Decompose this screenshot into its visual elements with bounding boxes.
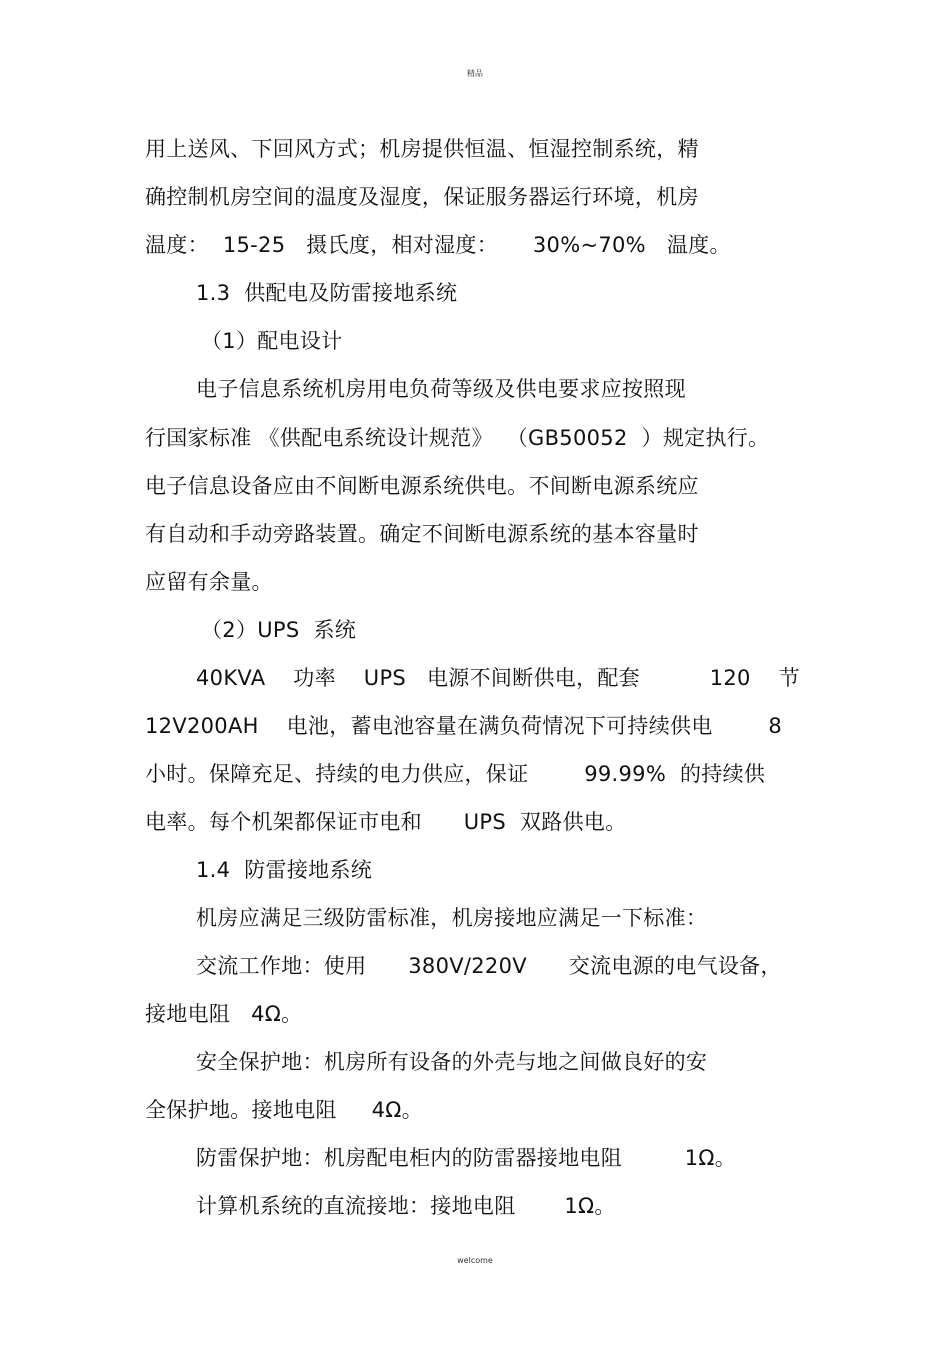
body-text-line: 防雷保护地：机房配电柜内的防雷器接地电阻 1Ω。	[196, 1146, 737, 1170]
page-footer: welcome	[457, 1256, 493, 1265]
body-text-line: 温度： 15-25 摄氏度，相对湿度： 30%~70% 温度。	[145, 233, 731, 257]
body-text-line: 确控制机房空间的温度及湿度，保证服务器运行环境，机房	[145, 185, 699, 209]
body-text-line: 有自动和手动旁路装置。确定不间断电源系统的基本容量时	[145, 522, 699, 546]
body-text-line: 小时。保障充足、持续的电力供应，保证 99.99% 的持续供	[145, 762, 766, 786]
body-text-line: 电子信息系统机房用电负荷等级及供电要求应按照现	[196, 377, 686, 401]
body-text-line: 12V200AH 电池，蓄电池容量在满负荷情况下可持续供电 8	[145, 714, 783, 738]
body-text-line: 安全保护地：机房所有设备的外壳与地之间做良好的安	[196, 1050, 708, 1074]
body-text-line: 电率。每个机架都保证市电和 UPS 双路供电。	[145, 810, 627, 834]
body-text-line: 用上送风、下回风方式；机房提供恒温、恒湿控制系统，精	[145, 137, 699, 161]
body-text-line: 全保护地。接地电阻 4Ω。	[145, 1098, 423, 1122]
body-text-line: 40KVA 功率 UPS 电源不间断供电，配套 120 节	[196, 666, 800, 690]
body-text-line: 电子信息设备应由不间断电源系统供电。不间断电源系统应	[145, 474, 699, 498]
page-header: 精品	[467, 69, 483, 78]
body-text-line: 接地电阻 4Ω。	[145, 1002, 303, 1026]
subsection-heading: （1）配电设计	[201, 329, 343, 353]
section-heading: 1.4 防雷接地系统	[196, 858, 373, 882]
body-text-line: 计算机系统的直流接地：接地电阻 1Ω。	[196, 1194, 616, 1218]
body-text-line: 应留有余量。	[145, 570, 273, 594]
body-text-line: 行国家标准 《供配电系统设计规范》 （GB50052 ）规定执行。	[145, 426, 770, 450]
body-text-line: 交流工作地：使用 380V/220V 交流电源的电气设备，	[196, 954, 782, 978]
section-heading: 1.3 供配电及防雷接地系统	[196, 281, 458, 305]
body-text-line: 机房应满足三级防雷标准，机房接地应满足一下标准：	[196, 906, 708, 930]
subsection-heading: （2）UPS 系统	[201, 618, 357, 642]
